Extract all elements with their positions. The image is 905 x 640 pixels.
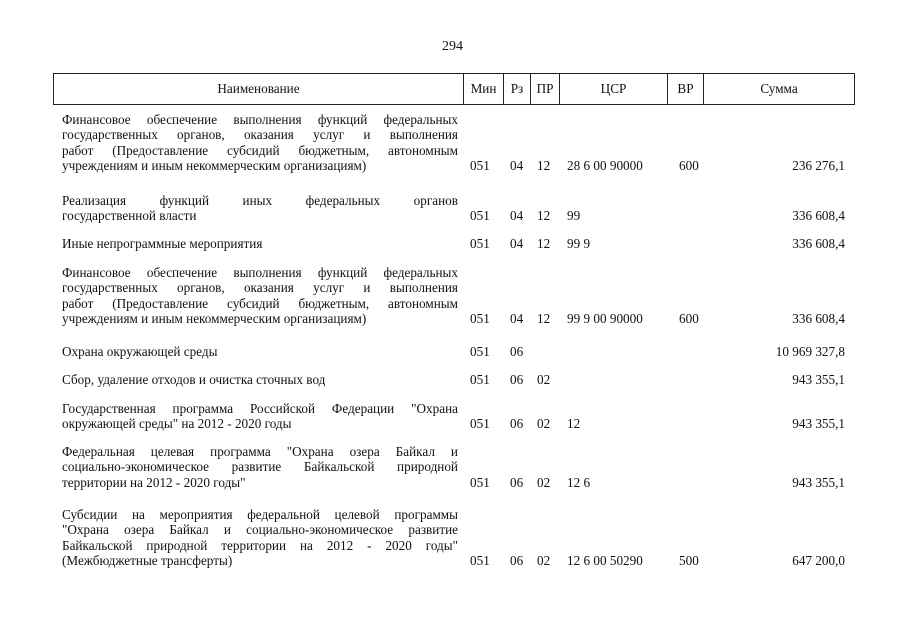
row-name-line: государственных органов, оказания услуг и выполнения	[62, 127, 458, 143]
cell-pr: 12	[537, 208, 551, 224]
cell-vr: 600	[679, 157, 699, 173]
row-name-line: Федеральная целевая программа "Охрана озера Байкал и	[62, 444, 458, 459]
row-name-line: учреждениям и иным некоммерческим организациям)	[62, 157, 367, 173]
row-name-line: работ (Предоставление субсидий бюджетным, автономным	[62, 295, 458, 311]
cell-csr: 28 6 00 90000	[567, 157, 643, 173]
row-name-line: Иные непрограммные мероприятия	[62, 236, 263, 251]
cell-vr: 600	[679, 310, 699, 326]
cell-sum: 943 355,1	[792, 474, 845, 490]
cell-min: 051	[470, 552, 490, 568]
row-name	[62, 236, 458, 251]
cell-csr: 12 6	[567, 474, 591, 490]
row-name	[62, 372, 458, 387]
row-name	[62, 401, 458, 432]
cell-rz: 06	[510, 552, 524, 568]
cell-sum: 943 355,1	[792, 372, 845, 387]
cell-pr: 12	[537, 236, 551, 251]
row-name-line: Субсидии на мероприятия федеральной целевой программы	[62, 507, 458, 522]
row-name	[62, 265, 458, 326]
cell-sum: 647 200,0	[792, 552, 845, 568]
cell-rz: 04	[510, 236, 524, 251]
cell-pr: 02	[537, 372, 551, 387]
cell-min: 051	[470, 208, 490, 224]
cell-min: 051	[470, 236, 490, 251]
cell-sum: 336 608,4	[792, 236, 845, 251]
row-name-line: социально-экономическое развитие Байкальской природной	[62, 459, 458, 475]
cell-pr: 02	[537, 416, 551, 432]
cell-csr: 12 6 00 50290	[567, 552, 643, 568]
cell-pr: 02	[537, 552, 551, 568]
row-name	[62, 444, 458, 490]
row-name-line: окружающей среды" на 2012 - 2020 годы	[62, 416, 292, 432]
cell-min: 051	[470, 310, 490, 326]
cell-pr: 02	[537, 474, 551, 490]
row-name-line: Финансовое обеспечение выполнения функций федеральных	[62, 265, 458, 280]
cell-sum: 336 608,4	[792, 208, 845, 224]
row-name-line: Сбор, удаление отходов и очистка сточных вод	[62, 372, 326, 387]
cell-rz: 04	[510, 157, 524, 173]
cell-min: 051	[470, 372, 490, 387]
header-pr: ПР	[531, 74, 560, 104]
cell-min: 051	[470, 416, 490, 432]
cell-rz: 04	[510, 208, 524, 224]
row-name-line: учреждениям и иным некоммерческим организациям)	[62, 310, 367, 326]
cell-sum: 236 276,1	[792, 157, 845, 173]
cell-sum: 10 969 327,8	[775, 344, 845, 359]
cell-sum: 943 355,1	[792, 416, 845, 432]
header-rz: Рз	[504, 74, 531, 104]
row-name-line: Государственная программа Российской Федерации "Охрана	[62, 401, 458, 416]
cell-min: 051	[470, 157, 490, 173]
row-name	[62, 112, 458, 173]
cell-csr: 12	[567, 416, 581, 432]
cell-csr: 99	[567, 208, 581, 224]
header-min: Мин	[464, 74, 504, 104]
cell-rz: 06	[510, 372, 524, 387]
cell-csr: 99 9	[567, 236, 591, 251]
header-name: Наименование	[54, 74, 464, 104]
row-name-line: Байкальской природной территории на 2012 - 2020 годы"	[62, 537, 458, 553]
row-name-line: Реализация функций иных федеральных органов	[62, 193, 458, 208]
cell-rz: 04	[510, 310, 524, 326]
cell-csr: 99 9 00 90000	[567, 310, 643, 326]
cell-pr: 12	[537, 157, 551, 173]
row-name	[62, 507, 458, 568]
row-name-line: "Охрана озера Байкал и социально-экономическое развитие	[62, 522, 458, 538]
cell-rz: 06	[510, 416, 524, 432]
cell-pr: 12	[537, 310, 551, 326]
header-csr: ЦСР	[560, 74, 668, 104]
cell-rz: 06	[510, 474, 524, 490]
cell-rz: 06	[510, 344, 524, 359]
row-name	[62, 193, 458, 224]
header-vr: ВР	[668, 74, 704, 104]
table-header	[53, 73, 855, 105]
header-sum: Сумма	[760, 81, 798, 96]
row-name-line: Финансовое обеспечение выполнения функций федеральных	[62, 112, 458, 127]
row-name	[62, 344, 458, 359]
cell-sum: 336 608,4	[792, 310, 845, 326]
cell-min: 051	[470, 344, 490, 359]
row-name-line: (Межбюджетные трансферты)	[62, 552, 233, 568]
page-number: 294	[442, 39, 463, 54]
cell-vr: 500	[679, 552, 699, 568]
row-name-line: работ (Предоставление субсидий бюджетным, автономным	[62, 142, 458, 158]
row-name-line: Охрана окружающей среды	[62, 344, 218, 359]
row-name-line: государственной власти	[62, 208, 197, 224]
row-name-line: территории на 2012 - 2020 годы"	[62, 474, 246, 490]
cell-min: 051	[470, 474, 490, 490]
row-name-line: государственных органов, оказания услуг и выполнения	[62, 280, 458, 296]
